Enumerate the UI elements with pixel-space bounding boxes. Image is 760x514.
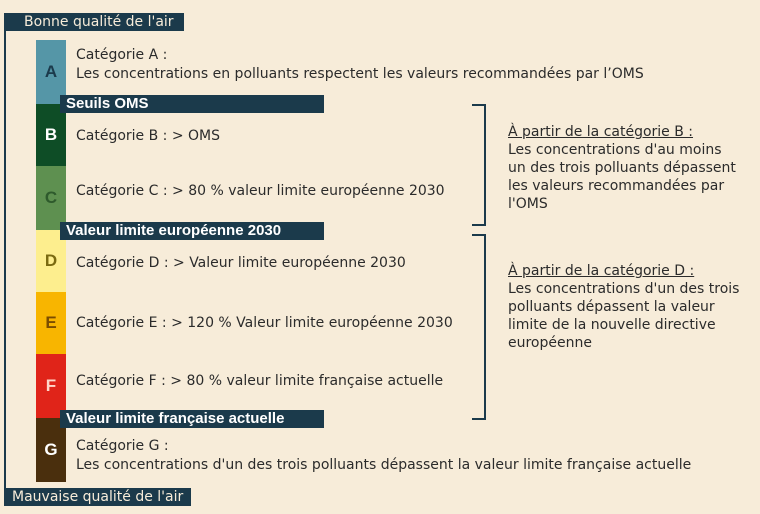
bracket-d-f	[472, 234, 486, 420]
category-b-block	[36, 104, 66, 166]
category-letter: F	[45, 376, 57, 395]
threshold-oms: Seuils OMS	[60, 95, 324, 113]
note-body: Les concentrations d'au moins un des trois polluants dépassent les valeurs recommandées par l'OMS	[508, 142, 736, 212]
category-g-title: Catégorie G :	[76, 438, 169, 454]
note-heading: À partir de la catégorie D :	[508, 263, 695, 279]
category-letter: D	[44, 251, 58, 270]
category-a-description: Les concentrations en polluants respectent les valeurs recommandées par l’OMS	[76, 66, 644, 82]
category-letter: E	[45, 313, 57, 332]
category-f-block	[36, 354, 66, 418]
bad-quality-tag: Mauvaise qualité de l'air	[4, 488, 191, 506]
note-heading: À partir de la catégorie B :	[508, 124, 694, 140]
category-f-label: Catégorie F : > 80 % valeur limite française actuelle	[76, 373, 444, 389]
category-letter: C	[44, 188, 58, 207]
note-body: Les concentrations d'un des trois polluants dépassent la valeur limite de la nouvelle directive européenne	[508, 281, 740, 351]
category-c-label: Catégorie C : > 80 % valeur limite européenne 2030	[76, 183, 445, 199]
category-c-block	[36, 166, 66, 230]
good-quality-tag: Bonne qualité de l'air	[4, 13, 184, 31]
category-b-label: Catégorie B : > OMS	[76, 128, 221, 144]
category-a-title: Catégorie A :	[76, 47, 168, 63]
category-letter: B	[44, 125, 58, 144]
scale-line	[4, 14, 6, 502]
category-g-description: Les concentrations d'un des trois polluants dépassent la valeur limite française actuelle	[76, 457, 692, 473]
bracket-b-c	[472, 104, 486, 226]
category-e-block	[36, 292, 66, 354]
category-d-label: Catégorie D : > Valeur limite européenne 2030	[76, 255, 406, 271]
note-category-b	[508, 123, 756, 213]
threshold-eu-2030: Valeur limite européenne 2030	[60, 222, 324, 240]
note-category-d	[508, 262, 756, 352]
threshold-fr-current: Valeur limite française actuelle	[60, 410, 324, 428]
category-e-label: Catégorie E : > 120 % Valeur limite européenne 2030	[76, 315, 453, 331]
category-letter: A	[44, 62, 58, 81]
category-letter: G	[44, 440, 58, 459]
